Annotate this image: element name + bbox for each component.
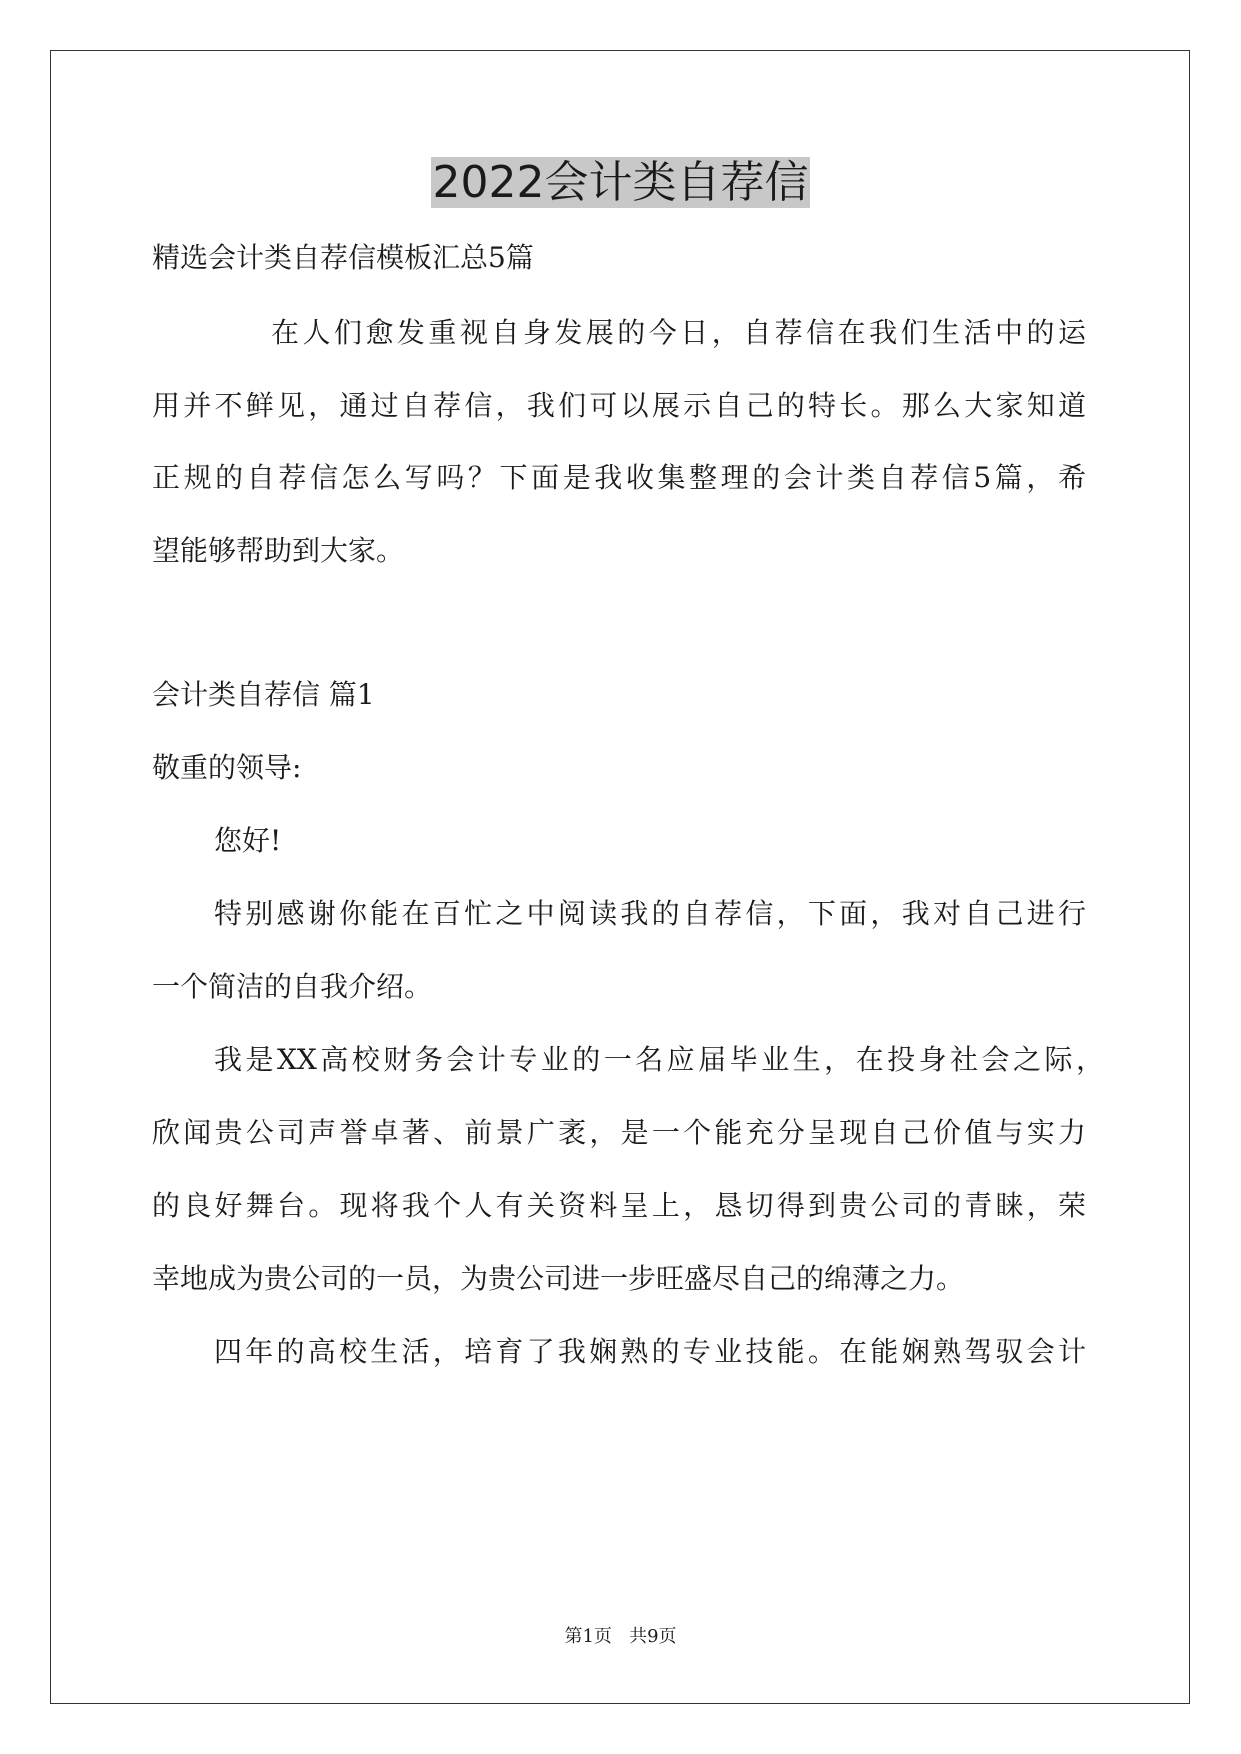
body-line: 幸地成为贵公司的一员，为贵公司进一步旺盛尽自己的绵薄之力。: [152, 1262, 965, 1295]
document-title: [0, 153, 1241, 213]
salutation: 敬重的领导:: [152, 751, 302, 784]
body-line: 特别感谢你能在百忙之中阅读我的自荐信，下面，我对自己进行: [214, 897, 1086, 930]
body-line: 一个简洁的自我介绍。: [152, 970, 433, 1003]
body-line: 的良好舞台。现将我个人有关资料呈上，恳切得到贵公司的青睐，荣: [152, 1189, 1086, 1222]
body-line: 我是XX高校财务会计专业的一名应届毕业生，在投身社会之际，: [214, 1043, 1104, 1076]
body-line: 四年的高校生活，培育了我娴熟的专业技能。在能娴熟驾驭会计: [214, 1335, 1086, 1368]
intro-line: 用并不鲜见，通过自荐信，我们可以展示自己的特长。那么大家知道: [152, 389, 1086, 422]
intro-line: 望能够帮助到大家。: [152, 534, 405, 567]
greeting: 您好!: [214, 824, 282, 857]
body-line: 欣闻贵公司声誉卓著、前景广袤，是一个能充分呈现自己价值与实力: [152, 1116, 1086, 1149]
intro-line: 正规的自荐信怎么写吗？下面是我收集整理的会计类自荐信5篇，希: [152, 461, 1086, 494]
page-footer: 第1页 共9页: [564, 1626, 677, 1647]
page-border: [50, 50, 1190, 1704]
section-heading: 会计类自荐信 篇1: [152, 678, 375, 711]
intro-line: 在人们愈发重视自身发展的今日，自荐信在我们生活中的运: [271, 316, 1086, 349]
document-subtitle: 精选会计类自荐信模板汇总5篇: [152, 241, 534, 274]
document-title-text: 2022会计类自荐信: [432, 157, 809, 208]
